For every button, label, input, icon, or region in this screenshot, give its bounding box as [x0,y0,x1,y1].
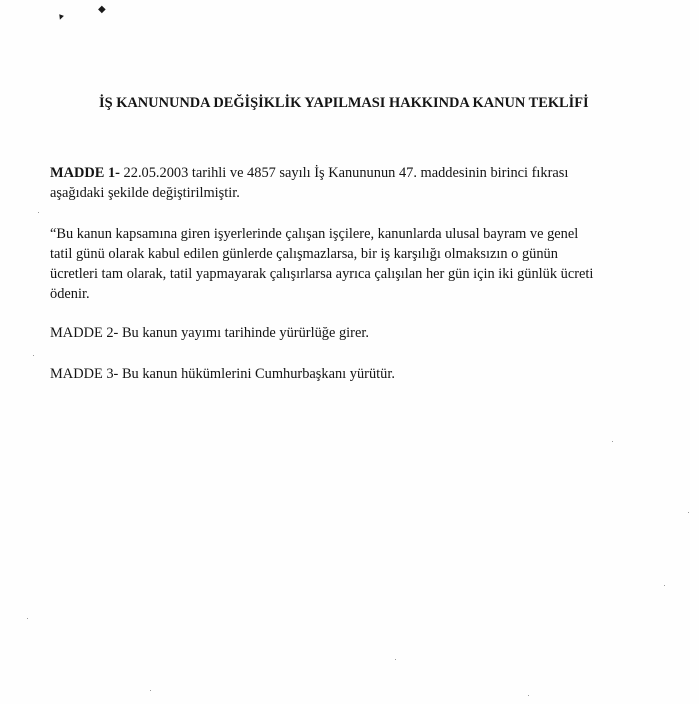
scan-speck [612,441,613,442]
article-1-line-2: aşağıdaki şekilde değiştirilmiştir. [50,185,240,201]
document-title: İŞ KANUNUNDA DEĞİŞİKLİK YAPILMASI HAKKINDA KANUN TEKLİFİ [99,95,589,111]
article-3-text: MADDE 3- Bu kanun hükümlerini Cumhurbaşkanı yürütür. [50,366,395,382]
scan-speck [27,618,28,619]
scan-speck [38,212,39,213]
article-1 [50,163,670,203]
scan-speck [150,690,151,691]
scan-speck [528,695,529,696]
amended-paragraph-line: ücretleri tam olarak, tatil yapmayarak çalışırlarsa ayrıca çalışılan her gün için iki günlük ücreti [50,266,594,282]
scan-speck [688,512,689,513]
scan-speck [33,355,34,356]
scan-mark: ▾ [56,11,65,24]
amended-paragraph-line: ödenir. [50,286,90,302]
scan-speck [664,585,665,586]
article-1-text: 22.05.2003 tarihli ve 4857 sayılı İş Kanununun 47. maddesinin birinci fıkrası [119,165,569,181]
scan-mark: ◆ [98,4,106,15]
amended-paragraph [50,224,670,304]
article-3 [50,364,670,384]
article-1-lead: MADDE 1- [50,165,120,181]
amended-paragraph-line: tatil günü olarak kabul edilen günlerde çalışmazlarsa, bir iş karşılığı olmaksızın o günün [50,246,558,262]
article-2 [50,323,670,343]
amended-paragraph-line: “Bu kanun kapsamına giren işyerlerinde çalışan işçilere, kanunlarda ulusal bayram ve genel [50,226,579,242]
scan-speck [395,659,396,660]
article-1-line-1 [50,163,670,183]
article-2-text: MADDE 2- Bu kanun yayımı tarihinde yürürlüğe girer. [50,325,369,341]
